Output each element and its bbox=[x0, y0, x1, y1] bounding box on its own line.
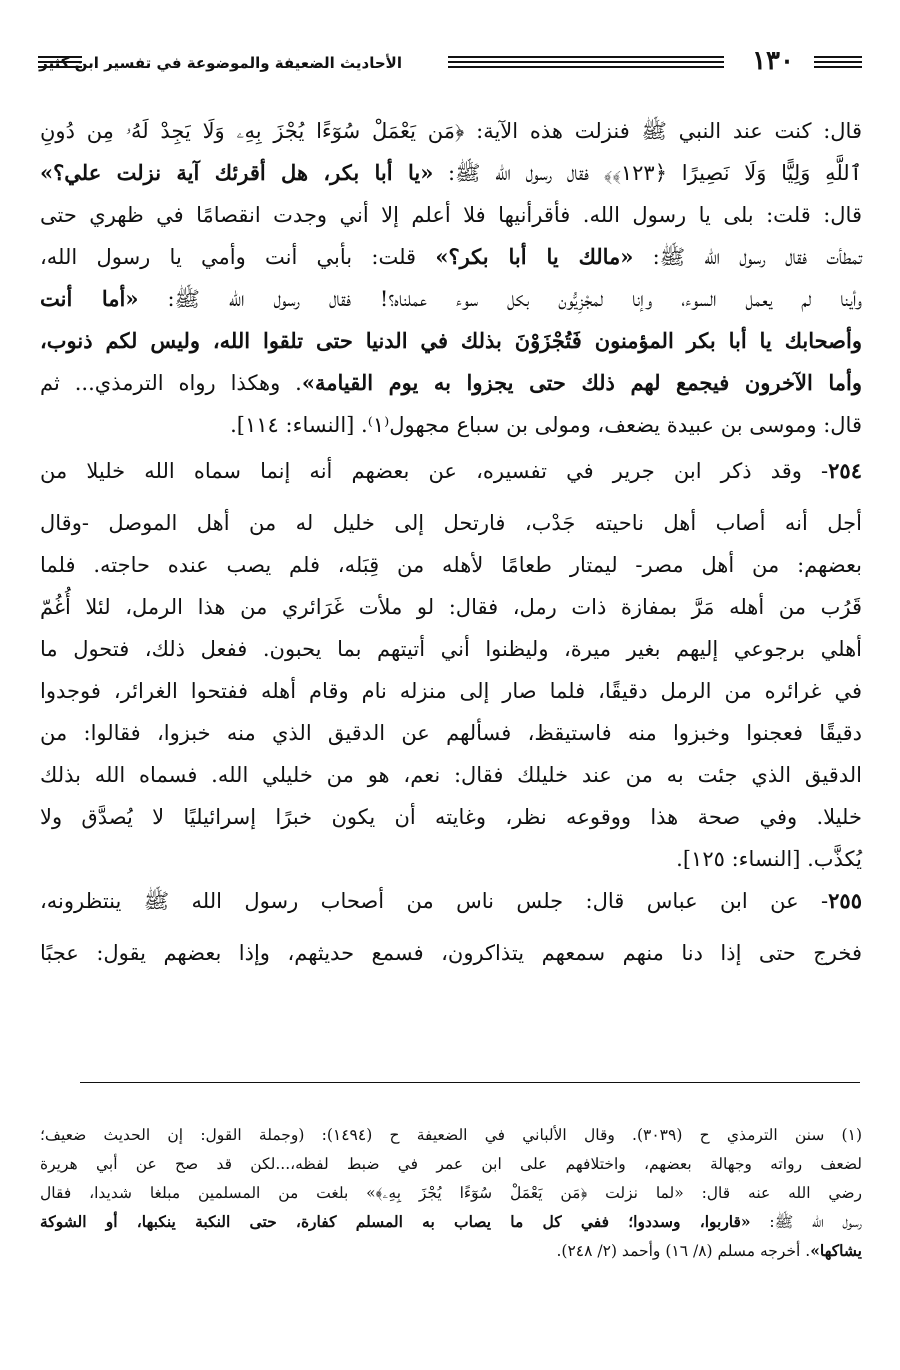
footnote-separator bbox=[80, 1082, 860, 1083]
text-line bbox=[40, 326, 862, 356]
text-segment: تمطأت فقال رسول الله ﷺ: bbox=[633, 245, 862, 269]
text-line bbox=[40, 456, 862, 486]
text-segment: دقيقًا فعجنوا وخبزوا منه فاستيقظ، فسألهم عن الدقيق الذي منه خبزوا، فقالوا: من bbox=[40, 721, 862, 745]
text-segment: . أخرجه مسلم (٨/ ١٦) وأحمد (٢/ ٢٤٨). bbox=[556, 1242, 811, 1260]
hadith-quote: «قاربوا، وسددوا؛ ففي كل ما يصاب به المسلم كفارة، حتى النكبة ينكبها، أو الشوكة bbox=[40, 1212, 751, 1231]
header-rule bbox=[38, 56, 82, 68]
footnote-line bbox=[40, 1182, 862, 1204]
text-line bbox=[40, 886, 862, 916]
text-line bbox=[40, 802, 862, 832]
hadith-quote: «أما أنت bbox=[40, 286, 139, 311]
text-segment: وأينا لم يعمل السوء، وإنا لمجْزِيُّون بكل سوء عملناه؟! فقال رسول الله ﷺ: bbox=[138, 287, 863, 311]
text-line bbox=[40, 760, 862, 790]
footnote-line bbox=[40, 1153, 862, 1175]
text-line bbox=[40, 368, 862, 398]
text-segment: قال: وموسى بن عبيدة يضعف، ومولى بن سباع مجهول⁽١⁾. [النساء: ١١٤]. bbox=[230, 413, 862, 437]
text-line bbox=[40, 718, 862, 748]
text-segment: يُكذَّب. [النساء: ١٢٥]. bbox=[676, 847, 862, 871]
page-number: ١٣٠ bbox=[752, 46, 794, 76]
text-segment: (١) سنن الترمذي ح (٣٠٣٩). وقال الألباني في الضعيفة ح (١٤٩٤): (وجملة القول: إن الحديث ضعيف؛ bbox=[40, 1126, 862, 1144]
text-segment: قَرُب من أهله مَرَّ بمفازة ذات رمل، فقال: لو ملأت غَرَائري من هذا الرمل، لئلا أُغُمّ bbox=[40, 595, 862, 619]
text-line bbox=[40, 242, 862, 272]
footnote-line bbox=[40, 1240, 862, 1262]
text-line bbox=[40, 634, 862, 664]
book-title: الأحاديث الضعيفة والموضوعة في تفسير ابن كثير bbox=[39, 54, 402, 72]
text-segment: ٱللَّهِ وَلِيًّا وَلَا نَصِيرًا ﴿١٢٣﴾﴾ فقال رسول الله ﷺ: bbox=[433, 161, 863, 185]
footnote-line bbox=[40, 1211, 862, 1233]
text-line bbox=[40, 676, 862, 706]
text-line bbox=[40, 200, 862, 230]
text-line bbox=[40, 592, 862, 622]
hadith-quote: وأما الآخرون فيجمع لهم ذلك حتى يجزوا به يوم القيامة» bbox=[301, 370, 862, 395]
footnote-line bbox=[40, 1124, 862, 1146]
text-segment: - وقد ذكر ابن جرير في تفسيره، عن بعضهم أنه إنما سماه الله خليلا من bbox=[40, 459, 829, 483]
text-segment: في غرائره من الرمل دقيقًا، فلما صار إلى منزله نام وقام أهله ففتحوا الغرائر، فوجدوا bbox=[40, 679, 862, 703]
text-segment: فخرج حتى إذا دنا منهم سمعهم يتذاكرون، فسمع حديثهم، وإذا بعضهم يقول: عجبًا bbox=[40, 941, 862, 965]
text-segment: أجل أنه أصاب أهل ناحيته جَدْب، فارتحل إلى خليل له من أهل الموصل -وقال bbox=[40, 511, 862, 535]
text-segment: قال: كنت عند النبي ﷺ فنزلت هذه الآية: ﴿مَن يَعْمَلْ سُوٓءًا يُجْزَ بِهِۦ وَلَا يَجِدْ لَهُۥ مِن دُونِ bbox=[40, 119, 862, 143]
text-line bbox=[40, 550, 862, 580]
text-line bbox=[40, 116, 862, 146]
text-segment: قلت: بأبي أنت وأمي يا رسول الله، bbox=[40, 245, 436, 269]
text-segment: . وهكذا رواه الترمذي... ثم bbox=[40, 371, 302, 395]
text-segment: - عن ابن عباس قال: جلس ناس من أصحاب رسول الله ﷺ ينتظرونه، bbox=[40, 889, 829, 913]
text-line bbox=[40, 284, 862, 314]
header-rule bbox=[814, 56, 862, 68]
text-segment: خليلا. وفي صحة هذا ووقوعه نظر، وغايته أن يكون خبرًا إسرائيليًا لا يُصدَّق ولا bbox=[40, 805, 862, 829]
text-segment: قال: قلت: بلى يا رسول الله. فأقرأنيها فلا أعلم إلا أني وجدت انقصامًا في ظهري حتى bbox=[40, 203, 862, 227]
text-segment: رسول الله ﷺ: bbox=[750, 1213, 862, 1231]
header-rule bbox=[448, 56, 724, 68]
hadith-quote: يشاكها» bbox=[810, 1241, 862, 1260]
text-segment: أهلي برجوعي إليهم بغير ميرة، وليظنوا أني أتيتهم بما يحبون. ففعل ذلك، فتحول ما bbox=[40, 637, 862, 661]
text-line bbox=[40, 508, 862, 538]
hadith-quote: «يا أبا بكر، هل أقرئك آية نزلت علي؟» bbox=[40, 160, 434, 185]
text-line bbox=[40, 844, 862, 874]
text-segment: لضعف رواته وجهالة بعضهم، واختلافهم على ابن عمر في ضبط لفظه،...لكن قد صح عن أبي هريرة bbox=[40, 1155, 862, 1173]
text-segment: الدقيق الذي جئت به من عند خليلك فقال: نعم، هو من خليلي الله. فسماه الله بذلك bbox=[40, 763, 862, 787]
text-line bbox=[40, 938, 862, 968]
text-segment: رضي الله عنه قال: «لما نزلت ﴿مَن يَعْمَلْ سُوٓءًا يُجْزَ بِهِۦ﴾» بلغت من المسلمين مبلغا شديدا، فقال bbox=[40, 1184, 862, 1202]
text-line bbox=[40, 410, 862, 440]
hadith-quote: وأصحابك يا أبا بكر المؤمنون فَتُجْزَوْنَ بذلك في الدنيا حتى تلقوا الله، وليس لكم ذنوب، bbox=[40, 328, 862, 353]
hadith-quote: «مالك يا أبا بكر؟» bbox=[435, 244, 634, 269]
text-segment: بعضهم: من أهل مصر- ليمتار طعامًا لأهله من قِبَله، فلم يصب عنده حاجته. فلما bbox=[40, 553, 862, 577]
hadith-quote: ٢٥٥ bbox=[828, 888, 862, 913]
running-header bbox=[38, 46, 862, 78]
hadith-quote: ٢٥٤ bbox=[828, 458, 862, 483]
text-line bbox=[40, 158, 862, 188]
